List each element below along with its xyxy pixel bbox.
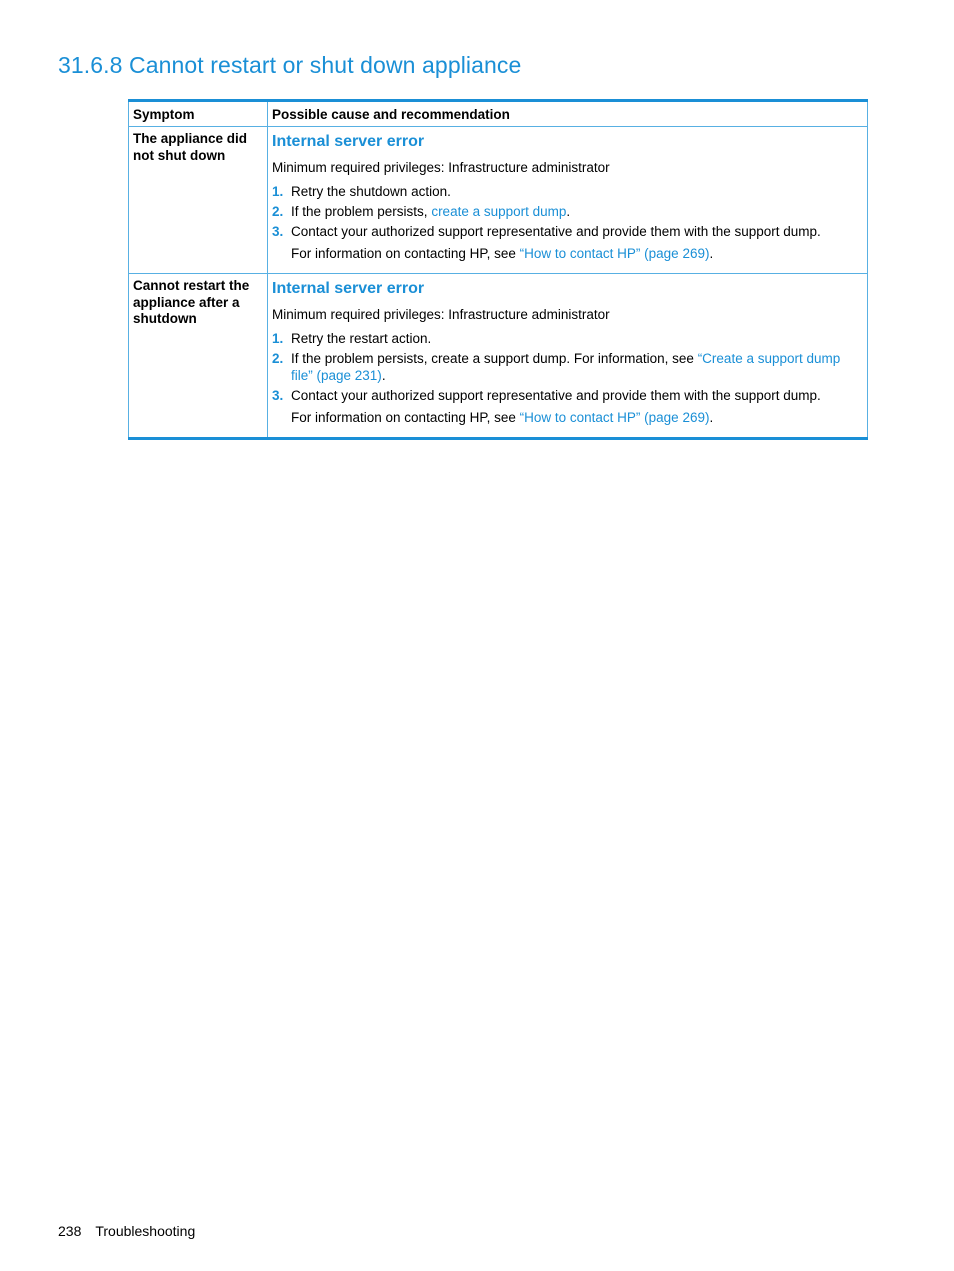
create-support-dump-file-link[interactable]: “Create a support dump file” (page 231) — [291, 351, 841, 383]
list-item — [272, 387, 863, 426]
step-number: 1. — [272, 331, 284, 346]
cause-cell — [268, 127, 868, 274]
table-header-row — [129, 101, 868, 127]
contact-text-end: . — [709, 410, 714, 425]
create-support-dump-link[interactable]: create a support dump — [431, 204, 567, 219]
header-cause: Possible cause and recommendation — [268, 101, 868, 127]
list-item — [272, 350, 863, 384]
how-to-contact-hp-link[interactable]: “How to contact HP” (page 269) — [519, 410, 710, 425]
list-item — [272, 203, 863, 220]
page-title: 31.6.8 Cannot restart or shut down appliance — [58, 52, 522, 78]
step-text: Contact your authorized support representative and provide them with the support dump. — [291, 388, 821, 403]
step-number: 3. — [272, 224, 284, 239]
min-privileges: Minimum required privileges: Infrastructure administrator — [272, 307, 610, 322]
step-number: 2. — [272, 204, 284, 219]
cause-title: Internal server error — [272, 133, 425, 150]
step-text: Retry the restart action. — [291, 331, 432, 346]
list-item — [272, 223, 863, 262]
step-text-end: . — [381, 368, 386, 383]
step-text: Contact your authorized support representative and provide them with the support dump. — [291, 224, 821, 239]
page-footer — [58, 1223, 195, 1239]
list-item — [272, 330, 863, 347]
contact-text-end: . — [709, 246, 714, 261]
steps-list — [272, 183, 863, 262]
symptom-cell: The appliance did not shut down — [129, 127, 268, 274]
table-row — [129, 274, 868, 439]
step-number: 2. — [272, 351, 284, 366]
step-text: Retry the shutdown action. — [291, 184, 451, 199]
step-text: If the problem persists, create a support dump. For information, see — [291, 351, 698, 366]
step-text-end: . — [566, 204, 571, 219]
contact-text: For information on contacting HP, see — [291, 246, 520, 261]
troubleshooting-table — [128, 99, 868, 440]
contact-info — [291, 245, 863, 262]
list-item — [272, 183, 863, 200]
min-privileges: Minimum required privileges: Infrastructure administrator — [272, 160, 610, 175]
how-to-contact-hp-link[interactable]: “How to contact HP” (page 269) — [519, 246, 710, 261]
step-text: If the problem persists, — [291, 204, 432, 219]
steps-list — [272, 330, 863, 426]
footer-section: Troubleshooting — [95, 1223, 196, 1239]
header-symptom: Symptom — [129, 101, 268, 127]
contact-text: For information on contacting HP, see — [291, 410, 520, 425]
step-number: 1. — [272, 184, 284, 199]
table-row — [129, 127, 868, 274]
cause-title: Internal server error — [272, 280, 425, 297]
cause-cell — [268, 274, 868, 439]
step-number: 3. — [272, 388, 284, 403]
symptom-cell: Cannot restart the appliance after a shutdown — [129, 274, 268, 439]
contact-info — [291, 409, 863, 426]
page-number: 238 — [58, 1223, 82, 1239]
